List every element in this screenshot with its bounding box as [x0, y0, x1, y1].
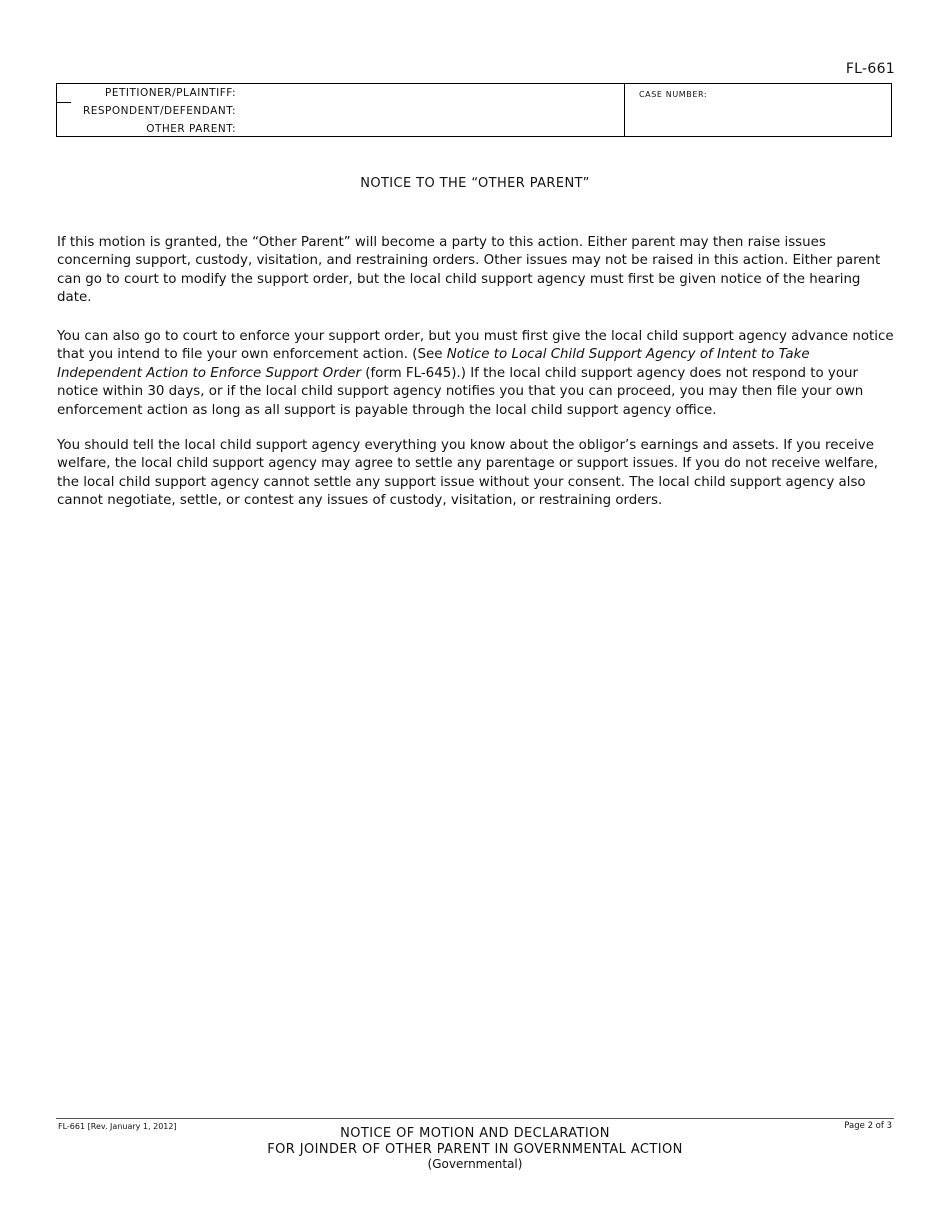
paragraph-enforce-order — [57, 328, 895, 420]
page-number: Page 2 of 3 — [844, 1121, 892, 1131]
footer-title-line: FOR JOINDER OF OTHER PARENT IN GOVERNMENTAL ACTION — [267, 1141, 683, 1157]
paragraph-other-parent-party — [57, 234, 895, 308]
footer-subtitle: (Governmental) — [427, 1157, 523, 1171]
paragraph-text — [57, 328, 895, 420]
paragraph-text: If this motion is granted, the “Other Parent” will become a party to this action. Either parent may then raise issues concerning support, custody, visitation, and restraining orders. Other issues may not be raised in this action. Either parent can go to court to modify the support order, but the local child support agency must first be given notice of the hearing date. — [57, 235, 881, 306]
paragraph-text-end: (form FL-645).) If the local child support agency does not respond to your notice within 30 days, or if the local child support agency notifies you that you can proceed, you may then file your own enforcement action as long as all support is payable through the local child support agency office. — [57, 365, 864, 418]
footer-form-title — [0, 1126, 950, 1173]
paragraph-text: You should tell the local child support agency everything you know about the obligor’s earnings and assets. If you receive welfare, the local child support agency may agree to settle any parentage or support issues. If you do not receive welfare, the local child support agency cannot settle any support issue without your consent. The local child support agency also cannot negotiate, settle, or contest any issues of custody, visitation, or restraining orders. — [57, 438, 878, 509]
caption-tick-mark — [57, 102, 71, 103]
paragraph-text-start: You can also go to court to enforce your support order, but you must first give the local child support agency advance notice that you intend to file your own enforcement action. (See — [57, 329, 894, 363]
revision-date: FL-661 [Rev. January 1, 2012] — [58, 1122, 177, 1131]
form-number: FL-661 — [845, 61, 895, 77]
form-reference-title: Notice to Local Child Support Agency of Intent to Take Independent Action to Enforce Support Order — [57, 347, 810, 381]
footer-divider — [56, 1118, 894, 1119]
case-number-label: CASE NUMBER: — [639, 90, 708, 99]
parties-section — [57, 84, 625, 136]
footer-title-line: NOTICE OF MOTION AND DECLARATION — [340, 1126, 610, 1141]
petitioner-label: PETITIONER/PLAINTIFF: — [105, 87, 236, 99]
other-parent-label: OTHER PARENT: — [146, 123, 236, 135]
notice-title: NOTICE TO THE “OTHER PARENT” — [360, 176, 590, 191]
paragraph-agency-info — [57, 437, 895, 511]
case-caption-box — [56, 83, 892, 137]
respondent-label: RESPONDENT/DEFENDANT: — [82, 105, 236, 117]
